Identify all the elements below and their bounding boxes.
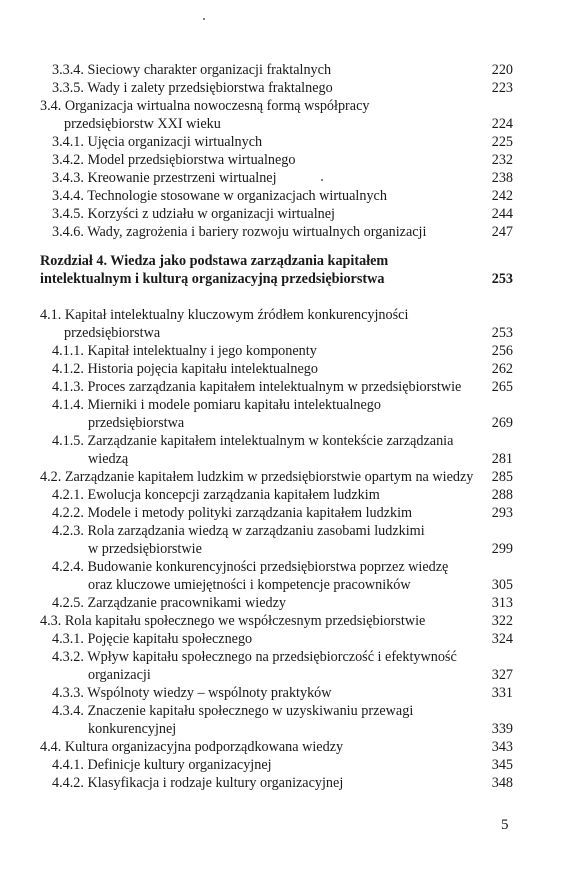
toc-entry-page: 339 [491, 721, 513, 737]
toc-entry-title: 4.2.1. Ewolucja koncepcji zarządzania kapitałem ludzkim [52, 487, 380, 503]
toc-entry [0, 79, 571, 97]
toc-entry-page: 327 [491, 667, 513, 683]
toc-entry-page: 253 [491, 325, 513, 341]
toc-entry-title: 4.3.2. Wpływ kapitału społecznego na przedsiębiorczość i efektywność [52, 649, 457, 665]
toc-entry-title: Rozdział 4. Wiedza jako podstawa zarządzania kapitałem [40, 253, 389, 269]
toc-entry-title: 4.2.5. Zarządzanie pracownikami wiedzy [52, 595, 286, 611]
toc-entry-title: przedsiębiorstwa [88, 415, 185, 431]
toc-entry-title: wiedzą [88, 451, 129, 467]
toc-entry-page: 265 [491, 379, 513, 395]
toc-entry [0, 252, 571, 270]
toc-entry [0, 169, 571, 187]
toc-entry-page: 285 [491, 469, 513, 485]
toc-entry-title: 4.4.1. Definicje kultury organizacyjnej [52, 757, 272, 773]
toc-entry-page: 238 [491, 170, 513, 186]
toc-entry [0, 61, 571, 79]
toc-entry-page: 331 [491, 685, 513, 701]
toc-entry-title: przedsiębiorstw XXI wieku [64, 116, 221, 132]
toc-entry-title: 4.1.4. Mierniki i modele pomiaru kapitału intelektualnego [52, 397, 381, 413]
paper-speck [203, 18, 205, 20]
toc-entry-page: 232 [491, 152, 513, 168]
toc-entry [0, 558, 571, 576]
toc-entry [0, 576, 571, 594]
toc-entry [0, 486, 571, 504]
toc-entry [0, 378, 571, 396]
toc-entry-page: 225 [491, 134, 513, 150]
toc-entry [0, 756, 571, 774]
toc-entry [0, 187, 571, 205]
toc-entry-title: 4.3.1. Pojęcie kapitału społecznego [52, 631, 253, 647]
toc-entry-title: 4.2.4. Budowanie konkurencyjności przedsiębiorstwa poprzez wiedzę [52, 559, 449, 575]
toc-entry-title: intelektualnym i kulturą organizacyjną przedsiębiorstwa [40, 271, 385, 287]
toc-entry-title: 3.3.4. Sieciowy charakter organizacji fraktalnych [52, 62, 332, 78]
toc-entry [0, 396, 571, 414]
toc-entry-title: 4.1.1. Kapitał intelektualny i jego komponenty [52, 343, 317, 359]
toc-entry [0, 738, 571, 756]
toc-entry-page: 348 [491, 775, 513, 791]
toc-entry-title: 4.2. Zarządzanie kapitałem ludzkim w przedsiębiorstwie opartym na wiedzy [40, 469, 474, 485]
toc-entry-title: 4.1.2. Historia pojęcia kapitału intelektualnego [52, 361, 318, 377]
toc-entry-title: 3.4.1. Ujęcia organizacji wirtualnych [52, 134, 263, 150]
toc-entry [0, 612, 571, 630]
page-number: 5 [501, 817, 509, 833]
toc-entry [0, 223, 571, 241]
toc-entry-title: 3.4. Organizacja wirtualna nowoczesną formą współpracy [40, 98, 370, 114]
toc-entry-page: 256 [491, 343, 513, 359]
paper-speck [321, 179, 323, 181]
toc-entry-page: 288 [491, 487, 513, 503]
toc-entry [0, 342, 571, 360]
toc-entry-title: 3.4.3. Kreowanie przestrzeni wirtualnej [52, 170, 277, 186]
toc-entry [0, 774, 571, 792]
toc-entry-page: 324 [491, 631, 513, 647]
toc-entry-page: 242 [491, 188, 513, 204]
toc-entry-title: przedsiębiorstwa [64, 325, 161, 341]
toc-entry-page: 322 [491, 613, 513, 629]
toc-entry [0, 205, 571, 223]
toc-entry-title: 4.3.4. Znaczenie kapitału społecznego w uzyskiwaniu przewagi [52, 703, 414, 719]
toc-entry-title: 4.1.5. Zarządzanie kapitałem intelektualnym w kontekście zarządzania [52, 433, 454, 449]
toc-entry [0, 666, 571, 684]
toc-entry [0, 306, 571, 324]
toc-entry-title: 3.4.5. Korzyści z udziału w organizacji wirtualnej [52, 206, 336, 222]
toc-entry-title: 4.3. Rola kapitału społecznego we współczesnym przedsiębiorstwie [40, 613, 426, 629]
toc-entry [0, 648, 571, 666]
toc-entry-title: 4.2.3. Rola zarządzania wiedzą w zarządzaniu zasobami ludzkimi [52, 523, 425, 539]
toc-entry-title: 4.2.2. Modele i metody polityki zarządzania kapitałem ludzkim [52, 505, 413, 521]
toc-entry-page: 223 [491, 80, 513, 96]
toc-entry [0, 684, 571, 702]
toc-entry-title: 4.4.2. Klasyfikacja i rodzaje kultury organizacyjnej [52, 775, 344, 791]
toc-entry [0, 630, 571, 648]
toc-entry [0, 414, 571, 432]
toc-entry [0, 540, 571, 558]
toc-entry [0, 432, 571, 450]
toc-entry-title: organizacji [88, 667, 151, 683]
toc-entry-title: 3.4.4. Technologie stosowane w organizacjach wirtualnych [52, 188, 387, 204]
toc-entry-page: 244 [491, 206, 513, 222]
toc-entry [0, 360, 571, 378]
toc-entry [0, 468, 571, 486]
toc-entry-title: 3.4.2. Model przedsiębiorstwa wirtualnego [52, 152, 296, 168]
toc-entry [0, 450, 571, 468]
toc-entry [0, 720, 571, 738]
toc-entry-page: 343 [491, 739, 513, 755]
toc-entry [0, 504, 571, 522]
toc-entry [0, 151, 571, 169]
toc-entry-title: oraz kluczowe umiejętności i kompetencje pracowników [88, 577, 411, 593]
toc-entry-page: 299 [491, 541, 513, 557]
toc-entry-title: w przedsiębiorstwie [88, 541, 202, 557]
toc-entry-page: 220 [491, 62, 513, 78]
toc-entry [0, 522, 571, 540]
toc-entry-page: 247 [491, 224, 513, 240]
toc-entry-title: 4.4. Kultura organizacyjna podporządkowana wiedzy [40, 739, 344, 755]
toc-entry-page: 293 [491, 505, 513, 521]
toc-entry-page: 345 [491, 757, 513, 773]
toc-entry [0, 324, 571, 342]
toc-entry-title: 3.4.6. Wady, zagrożenia i bariery rozwoju wirtualnych organizacji [52, 224, 427, 240]
toc-entry [0, 594, 571, 612]
toc-entry [0, 270, 571, 288]
toc-entry [0, 702, 571, 720]
toc-entry [0, 133, 571, 151]
toc-entry-title: 3.3.5. Wady i zalety przedsiębiorstwa fraktalnego [52, 80, 333, 96]
toc-entry-page: 281 [491, 451, 513, 467]
toc-entry-title: 4.1. Kapitał intelektualny kluczowym źródłem konkurencyjności [40, 307, 409, 323]
toc-entry-page: 305 [491, 577, 513, 593]
toc-entry-page: 269 [491, 415, 513, 431]
toc-entry [0, 97, 571, 115]
toc-entry-title: 4.3.3. Wspólnoty wiedzy – wspólnoty praktyków [52, 685, 332, 701]
toc-entry-page: 313 [491, 595, 513, 611]
toc-entry-page: 224 [491, 116, 513, 132]
toc-entry-title: konkurencyjnej [88, 721, 177, 737]
toc-entry-title: 4.1.3. Proces zarządzania kapitałem intelektualnym w przedsiębiorstwie [52, 379, 462, 395]
toc-entry [0, 115, 571, 133]
toc-entry-page: 262 [491, 361, 513, 377]
toc-entry-page: 253 [491, 271, 513, 287]
